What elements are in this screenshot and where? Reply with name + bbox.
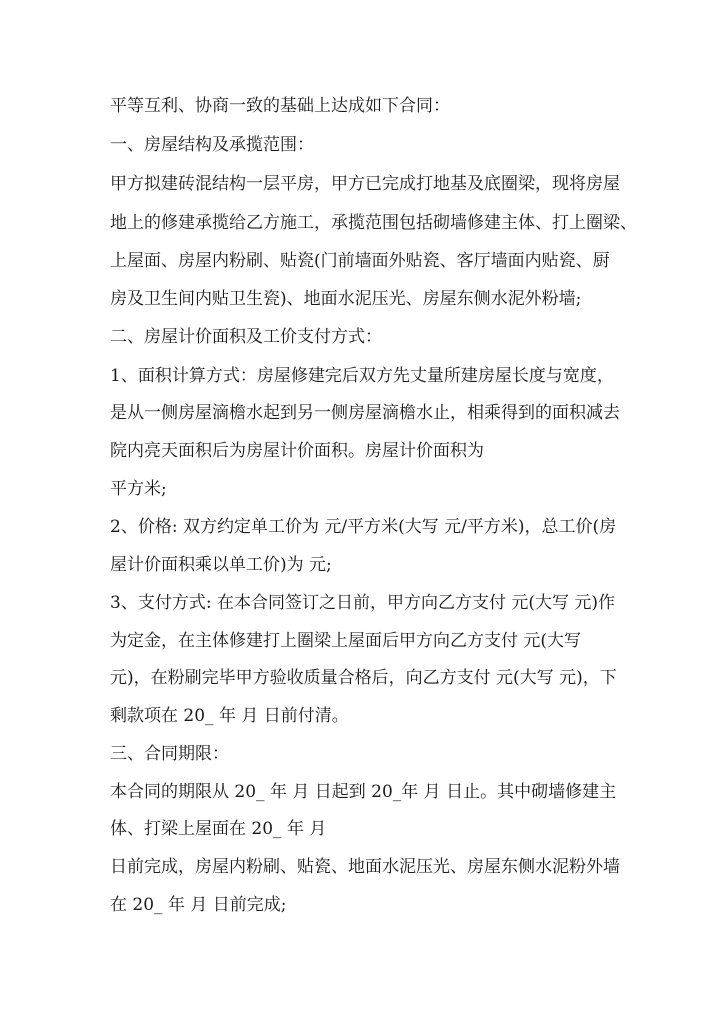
text-line: 平等互利、协商一致的基础上达成如下合同：: [110, 96, 450, 116]
text-line: 日前完成，房屋内粉刷、贴瓷、地面水泥压光、房屋东侧水泥粉外墙: [110, 857, 620, 877]
text-line: 本合同的期限从 20_ 年 月 日起到 20_年 月 日止。其中砌墙修建主: [110, 782, 617, 802]
text-line: 房及卫生间内贴卫生瓷)、地面水泥压光、房屋东侧水泥外粉墙;: [110, 289, 582, 309]
text-line: 2、价格: 双方约定单工价为 元/平方米(大写 元/平方米)，总工价(房: [110, 517, 617, 537]
text-line: 平方米;: [110, 479, 167, 499]
text-line: 是从一侧房屋滴檐水起到另一侧房屋滴檐水止，相乘得到的面积减去: [110, 403, 620, 423]
text-line: 屋计价面积乘以单工价)为 元;: [110, 555, 332, 575]
text-line: 元)，在粉刷完毕甲方验收质量合格后，向乙方支付 元(大写 元)，下: [110, 668, 617, 688]
text-line: 1、面积计算方式：房屋修建完后双方先丈量所建房屋长度与宽度，: [110, 366, 614, 386]
text-line: 甲方拟建砖混结构一层平房，甲方已完成打地基及底圈梁，现将房屋: [110, 174, 620, 194]
text-line: 上屋面、房屋内粉刷、贴瓷(门前墙面外贴瓷、客厅墙面内贴瓷、厨: [110, 251, 610, 271]
text-line: 院内亮天面积后为房屋计价面积。房屋计价面积为: [110, 441, 484, 461]
section-heading: 一、房屋结构及承揽范围：: [110, 135, 314, 155]
section-heading: 三、合同期限：: [110, 744, 229, 764]
text-line: 地上的修建承揽给乙方施工，承揽范围包括砌墙修建主体、打上圈梁、: [110, 213, 637, 233]
text-line: 在 20_ 年 月 日前完成;: [110, 895, 287, 915]
text-line: 为定金，在主体修建打上圈梁上屋面后甲方向乙方支付 元(大写: [110, 631, 582, 651]
text-line: 体、打梁上屋面在 20_ 年 月: [110, 819, 327, 839]
section-heading: 二、房屋计价面积及工价支付方式：: [110, 327, 382, 347]
text-line: 剩款项在 20_ 年 月 日前付清。: [110, 706, 349, 726]
text-line: 3、支付方式: 在本合同签订之日前，甲方向乙方支付 元(大写 元)作: [110, 593, 616, 613]
